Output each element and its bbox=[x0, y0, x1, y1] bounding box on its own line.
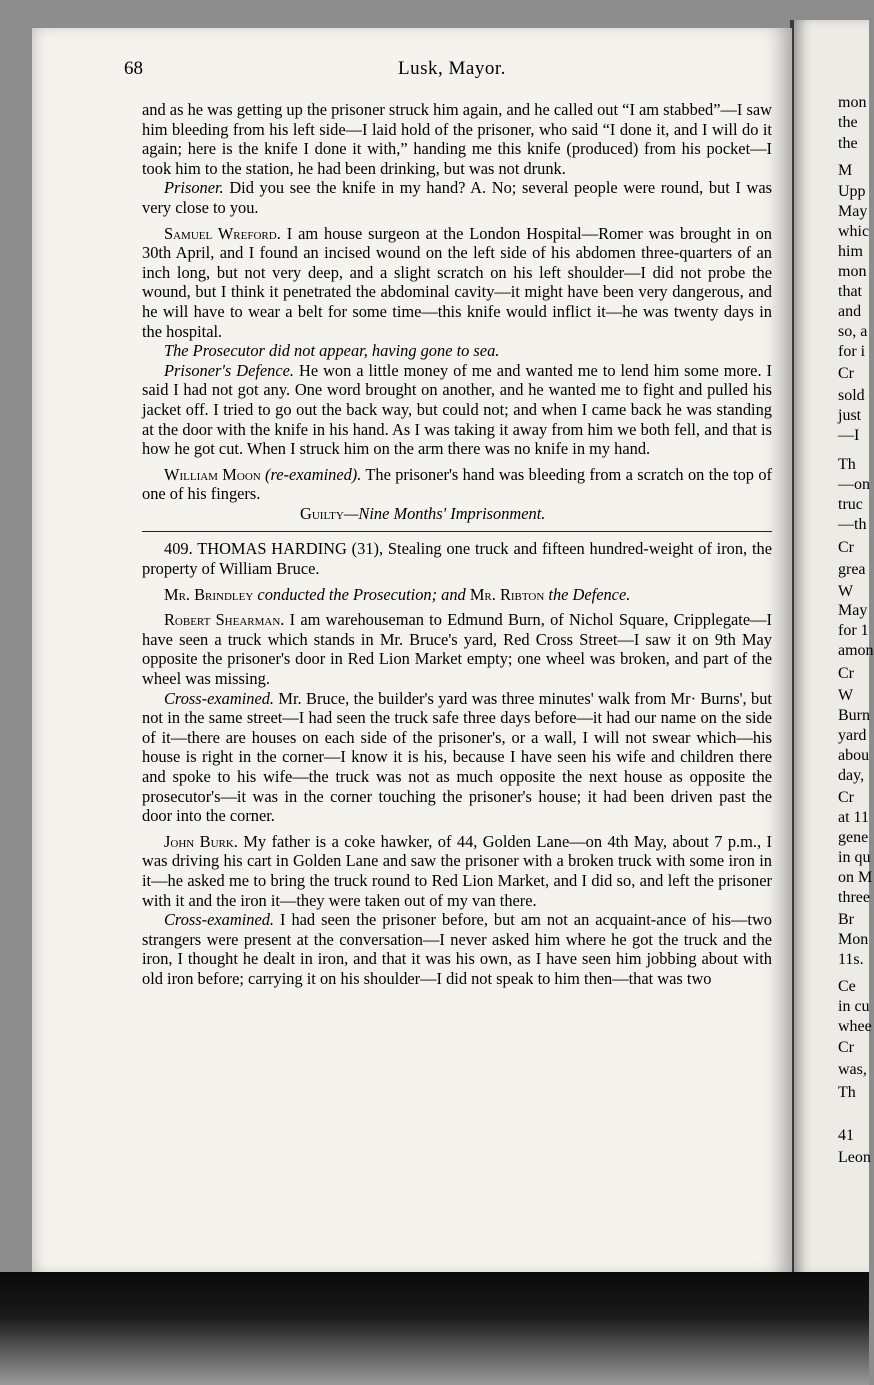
facing-page-fragment: 41 bbox=[838, 1127, 854, 1144]
facing-page-fragment: for i bbox=[838, 343, 866, 360]
facing-page-fragment: on M bbox=[838, 869, 873, 886]
facing-page-fragment: May bbox=[838, 203, 868, 220]
testimony-text: I am warehouseman to Edmund Burn, of Nichol Square, Cripplegate—I have seen a truck which stands in Mr. Bruce's yard, Red Cross Street—I saw it on 9th May opposite the prisoner's door in Red Lion Market empty; one wheel was broken, and part of the wheel was missing. bbox=[142, 610, 772, 689]
facing-page-fragment: Th bbox=[838, 1084, 856, 1101]
facing-page-fragment: May bbox=[838, 602, 868, 619]
verdict-label: Guilty bbox=[300, 503, 344, 523]
paragraph-verdict bbox=[142, 504, 772, 524]
paragraph-qa bbox=[142, 689, 772, 826]
testimony-text: Mr. Bruce, the builder's yard was three minutes' walk from Mr· Burns', but not in the same street—I had seen the truck safe three days before—it had our name on the side of it—there are houses on each side of the prisoner's, or a wall, I will not swear which—his house is right in the corner—I know it is his, because I have seen his wife and children there and spoke to his wife—the truck was not as much opposite the next house as opposite the prosecutor's—it was in the corner touching the prisoner's house; it had been driven past the door into the corner. bbox=[142, 688, 772, 826]
paragraph-qa bbox=[142, 910, 772, 988]
paragraph-witness bbox=[142, 832, 772, 910]
facing-page-fragment: abou bbox=[838, 747, 870, 764]
facing-page-fragment: day, bbox=[838, 767, 865, 784]
facing-page-edge bbox=[794, 20, 874, 1275]
counsel-role: conducted the Prosecution; and bbox=[257, 584, 466, 604]
page-title: Lusk, Mayor. bbox=[398, 58, 506, 79]
case-heading: 409. THOMAS HARDING (31), Stealing one truck and fifteen hundred-weight of iron, the property of William Bruce. bbox=[142, 539, 772, 579]
facing-page-fragment: Leon bbox=[838, 1149, 871, 1166]
facing-page-fragment: truc bbox=[838, 496, 863, 513]
facing-page-fragment: Cr bbox=[838, 1039, 854, 1056]
paragraph-witness bbox=[142, 465, 772, 504]
witness-name: Samuel Wreford. bbox=[164, 223, 281, 243]
court-note: The Prosecutor did not appear, having gone to sea. bbox=[164, 341, 500, 361]
testimony-text: The prisoner's hand was bleeding from a scratch on the top of one of his fingers. bbox=[142, 464, 772, 504]
facing-page-fragment: —th bbox=[838, 516, 867, 533]
facing-page-fragment: Br bbox=[838, 911, 854, 928]
facing-page-fragment: whee bbox=[838, 1018, 872, 1035]
page-body bbox=[142, 100, 772, 989]
facing-page-fragment: him bbox=[838, 243, 863, 260]
paragraph-text: and as he was getting up the prisoner struck him again, and he called out “I am stabbed”—I saw him bleeding from his left side—I laid hold of the prisoner, who said “I done it, and I will do it again; here is the knife I done it with,” handing me this knife (produced) from his pocket—I took him to the station, he had been drinking, but was not drunk. bbox=[142, 100, 772, 178]
facing-page-fragment: for 1 bbox=[838, 622, 869, 639]
facing-page-fragment: and bbox=[838, 303, 862, 320]
facing-page-fragment: Upp bbox=[838, 183, 866, 200]
counsel-name: Mr. Ribton bbox=[469, 584, 545, 604]
facing-page-fragment: Burn bbox=[838, 707, 870, 724]
paragraph-continuation bbox=[142, 100, 772, 178]
facing-page-fragment: M bbox=[838, 162, 853, 179]
facing-page-fragment: Mon bbox=[838, 931, 869, 948]
verdict-sentence: —Nine Months' Imprisonment. bbox=[343, 503, 546, 523]
facing-page-fragment: Cr bbox=[838, 665, 854, 682]
facing-page-fragment: sold bbox=[838, 387, 865, 404]
facing-page-fragment: Cr bbox=[838, 539, 854, 556]
facing-page-fragment: that bbox=[838, 283, 862, 300]
page-number: 68 bbox=[124, 58, 143, 79]
paragraph-counsel bbox=[142, 585, 772, 605]
paragraph-note bbox=[142, 341, 772, 361]
paragraph-witness bbox=[142, 224, 772, 342]
speaker-label: Cross-examined. bbox=[164, 910, 275, 930]
testimony-text: I am house surgeon at the London Hospital—Romer was brought in on 30th April, and I found an incised wound on the left side of his abdomen three-quarters of an inch long, but not very deep, and a slight scratch on his left shoulder—I did not probe the wound, but I think it penetrated the abdominal cavity—it might have been very dangerous, and he will have to wear a belt for some time—this knife would inflict it—he was twenty days in the hospital. bbox=[142, 223, 772, 341]
facing-page-fragment: Cr bbox=[838, 789, 854, 806]
witness-name: William Moon bbox=[164, 464, 261, 484]
facing-page-fragment: Ce bbox=[838, 978, 856, 995]
paragraph-qa bbox=[142, 178, 772, 217]
testimony-text: My father is a coke hawker, of 44, Golden Lane—on 4th May, about 7 p.m., I was driving his cart in Golden Lane and saw the prisoner with a broken truck with some iron in it—he asked me to bring the truck round to Red Lion Market, and I did so, and left the prisoner with it and the iron it—they were taken out of my van there. bbox=[142, 831, 772, 910]
scan-bottom-margin bbox=[0, 1272, 869, 1385]
facing-page-fragment: whic bbox=[838, 223, 870, 240]
facing-page-fragment: amon bbox=[838, 642, 874, 659]
paragraph-qa bbox=[142, 361, 772, 459]
witness-name: Robert Shearman. bbox=[164, 610, 285, 630]
counsel-role: the Defence. bbox=[548, 584, 631, 604]
facing-page-fragment: —I bbox=[838, 427, 860, 444]
facing-page-fragment: 11s. bbox=[838, 951, 864, 968]
counsel-name: Mr. Brindley bbox=[164, 584, 254, 604]
facing-page-fragment: Th bbox=[838, 456, 856, 473]
testimony-text: I had seen the prisoner before, but am not an acquaint-ance of his—two strangers were present at the conversation—I never asked him where he got the truck and the iron, I thought he dealt in iron, and that it was his own, as I have seen him jobbing about with old iron before; carrying it on his shoulder—I did not speak to him then—that was two bbox=[142, 910, 772, 988]
facing-page-fragment: Cr bbox=[838, 365, 854, 382]
facing-page-fragment: W bbox=[838, 583, 854, 600]
facing-page-fragment: so, a bbox=[838, 323, 868, 340]
facing-page-fragment: the bbox=[838, 114, 858, 131]
testimony-text: Did you see the knife in my hand? A. No; several people were round, but I was very close to you. bbox=[142, 178, 772, 217]
testimony-text: He won a little money of me and wanted me to lend him some more. I said I had not got any. One word brought on another, and he wanted me to fight and pulled his jacket off. I tried to go out the back way, but could not; and when I came back he was standing at the door with the knife in his hand. As I was taking it away from him we both fell, and that is how he got cut. When I struck him on the arm there was no knife in my hand. bbox=[142, 360, 772, 459]
facing-page-fragment: yard bbox=[838, 727, 867, 744]
section-rule bbox=[142, 531, 772, 532]
paragraph-witness bbox=[142, 610, 772, 688]
facing-page-fragment: just bbox=[838, 407, 862, 424]
paragraph-case bbox=[142, 539, 772, 578]
facing-page-fragment: at 11 bbox=[838, 809, 869, 826]
facing-page-fragment: the bbox=[838, 135, 858, 152]
facing-page-fragment: W bbox=[838, 687, 854, 704]
facing-page-fragment: gene bbox=[838, 829, 869, 846]
witness-name: John Burk. bbox=[164, 831, 238, 851]
speaker-label: Prisoner. bbox=[164, 178, 224, 198]
facing-page-fragment: —on bbox=[838, 476, 870, 493]
facing-page-fragment: in qu bbox=[838, 849, 871, 866]
facing-page-fragment: mon bbox=[838, 263, 867, 280]
page-header bbox=[124, 58, 764, 84]
facing-page-fragment: was, bbox=[838, 1061, 867, 1078]
facing-page-fragment: three bbox=[838, 889, 870, 906]
facing-page-fragment: grea bbox=[838, 561, 866, 578]
facing-page-fragment: mon bbox=[838, 94, 867, 111]
speaker-label: Cross-examined. bbox=[164, 688, 275, 708]
speaker-label: Prisoner's Defence. bbox=[164, 360, 295, 380]
facing-page-fragment: in cu bbox=[838, 998, 870, 1015]
witness-qualifier: (re-examined). bbox=[265, 464, 362, 484]
